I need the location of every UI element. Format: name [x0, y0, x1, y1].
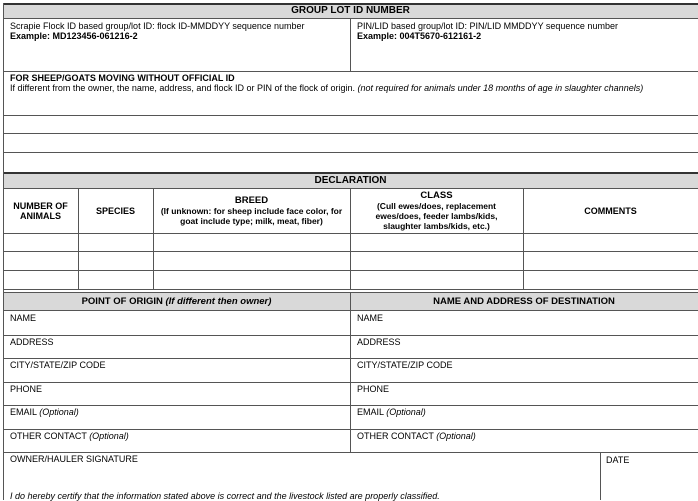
origin-email-field[interactable]	[10, 407, 79, 417]
destination-email-field[interactable]	[357, 407, 426, 417]
rule	[3, 358, 698, 359]
col-comments	[523, 188, 698, 233]
write-line-3[interactable]	[3, 152, 698, 153]
divider	[350, 18, 351, 71]
col-number-of-animals-label: NUMBER OF ANIMALS	[13, 200, 68, 221]
destination-other-contact-field[interactable]	[357, 431, 476, 441]
write-line-2[interactable]	[3, 133, 698, 134]
origin-email-label: EMAIL	[10, 407, 37, 417]
col-number-of-animals	[3, 188, 78, 233]
rule	[3, 429, 698, 430]
origin-name-field[interactable]: NAME	[10, 313, 37, 323]
origin-title-text: POINT OF ORIGIN	[81, 296, 163, 307]
pin-example: Example: 004T5670-612161-2	[357, 31, 482, 41]
without-id-text	[10, 83, 643, 93]
divider	[523, 188, 524, 289]
rule	[3, 382, 698, 383]
destination-phone-field[interactable]: PHONE	[357, 384, 390, 394]
write-line-1[interactable]	[3, 115, 698, 116]
col-class-label: CLASS	[420, 189, 453, 201]
origin-phone-field[interactable]: PHONE	[10, 384, 43, 394]
origin-address-field[interactable]: ADDRESS	[10, 337, 54, 347]
destination-name-field[interactable]: NAME	[357, 313, 384, 323]
group-lot-title: GROUP LOT ID NUMBER	[291, 5, 410, 16]
col-species	[78, 188, 153, 233]
table-row[interactable]	[3, 289, 698, 290]
scrapie-example: Example: MD123456-061216-2	[10, 31, 138, 41]
divider	[350, 188, 351, 289]
rule	[3, 172, 698, 174]
destination-other-label: OTHER CONTACT	[357, 431, 434, 441]
origin-other-contact-field[interactable]	[10, 431, 129, 441]
col-breed-note: (If unknown: for sheep include face color, for goat include type; milk, meat, fiber)	[160, 205, 343, 226]
col-comments-label: COMMENTS	[584, 205, 637, 216]
destination-address-field[interactable]: ADDRESS	[357, 337, 401, 347]
destination-city-field[interactable]: CITY/STATE/ZIP CODE	[357, 360, 453, 370]
pin-desc: PIN/LID based group/lot ID: PIN/LID MMDDYY sequence number	[357, 21, 618, 31]
origin-other-label: OTHER CONTACT	[10, 431, 87, 441]
destination-other-note: (Optional)	[436, 431, 476, 441]
divider	[78, 188, 79, 289]
rule	[3, 335, 698, 336]
origin-email-note: (Optional)	[39, 407, 79, 417]
date-field[interactable]: DATE	[606, 455, 630, 465]
divider	[3, 3, 4, 500]
without-id-body: If different from the owner, the name, address, and flock ID or PIN of the flock of origin.	[10, 83, 356, 93]
signature-field[interactable]: OWNER/HAULER SIGNATURE	[10, 454, 138, 464]
col-breed-label: BREED	[234, 194, 269, 206]
destination-title: NAME AND ADDRESS OF DESTINATION	[433, 296, 615, 307]
divider	[153, 188, 154, 289]
rule	[3, 452, 698, 453]
col-class	[350, 188, 523, 233]
rule	[3, 405, 698, 406]
origin-title	[3, 296, 350, 307]
origin-title-note: (If different then owner)	[165, 296, 272, 307]
group-lot-right	[357, 21, 697, 41]
origin-city-field[interactable]: CITY/STATE/ZIP CODE	[10, 360, 106, 370]
without-id-heading: FOR SHEEP/GOATS MOVING WITHOUT OFFICIAL ID	[10, 73, 235, 83]
destination-email-note: (Optional)	[386, 407, 426, 417]
certification-text: I do hereby certify that the information stated above is correct and the livestock listed are properly classified.	[10, 491, 440, 501]
col-species-label: SPECIES	[95, 205, 135, 216]
destination-email-label: EMAIL	[357, 407, 384, 417]
scrapie-desc: Scrapie Flock ID based group/lot ID: flock ID-MMDDYY sequence number	[10, 21, 305, 31]
col-class-note: (Cull ewes/does, replacement ewes/does, feeder lambs/kids, slaughter lambs/kids, etc.)	[375, 200, 498, 231]
without-id-note: (not required for animals under 18 months of age in slaughter channels)	[357, 83, 644, 93]
group-lot-left	[10, 21, 345, 41]
divider	[600, 452, 601, 500]
declaration-title: DECLARATION	[314, 175, 387, 186]
rule	[3, 71, 698, 72]
origin-other-note: (Optional)	[89, 431, 129, 441]
col-breed	[153, 188, 350, 233]
